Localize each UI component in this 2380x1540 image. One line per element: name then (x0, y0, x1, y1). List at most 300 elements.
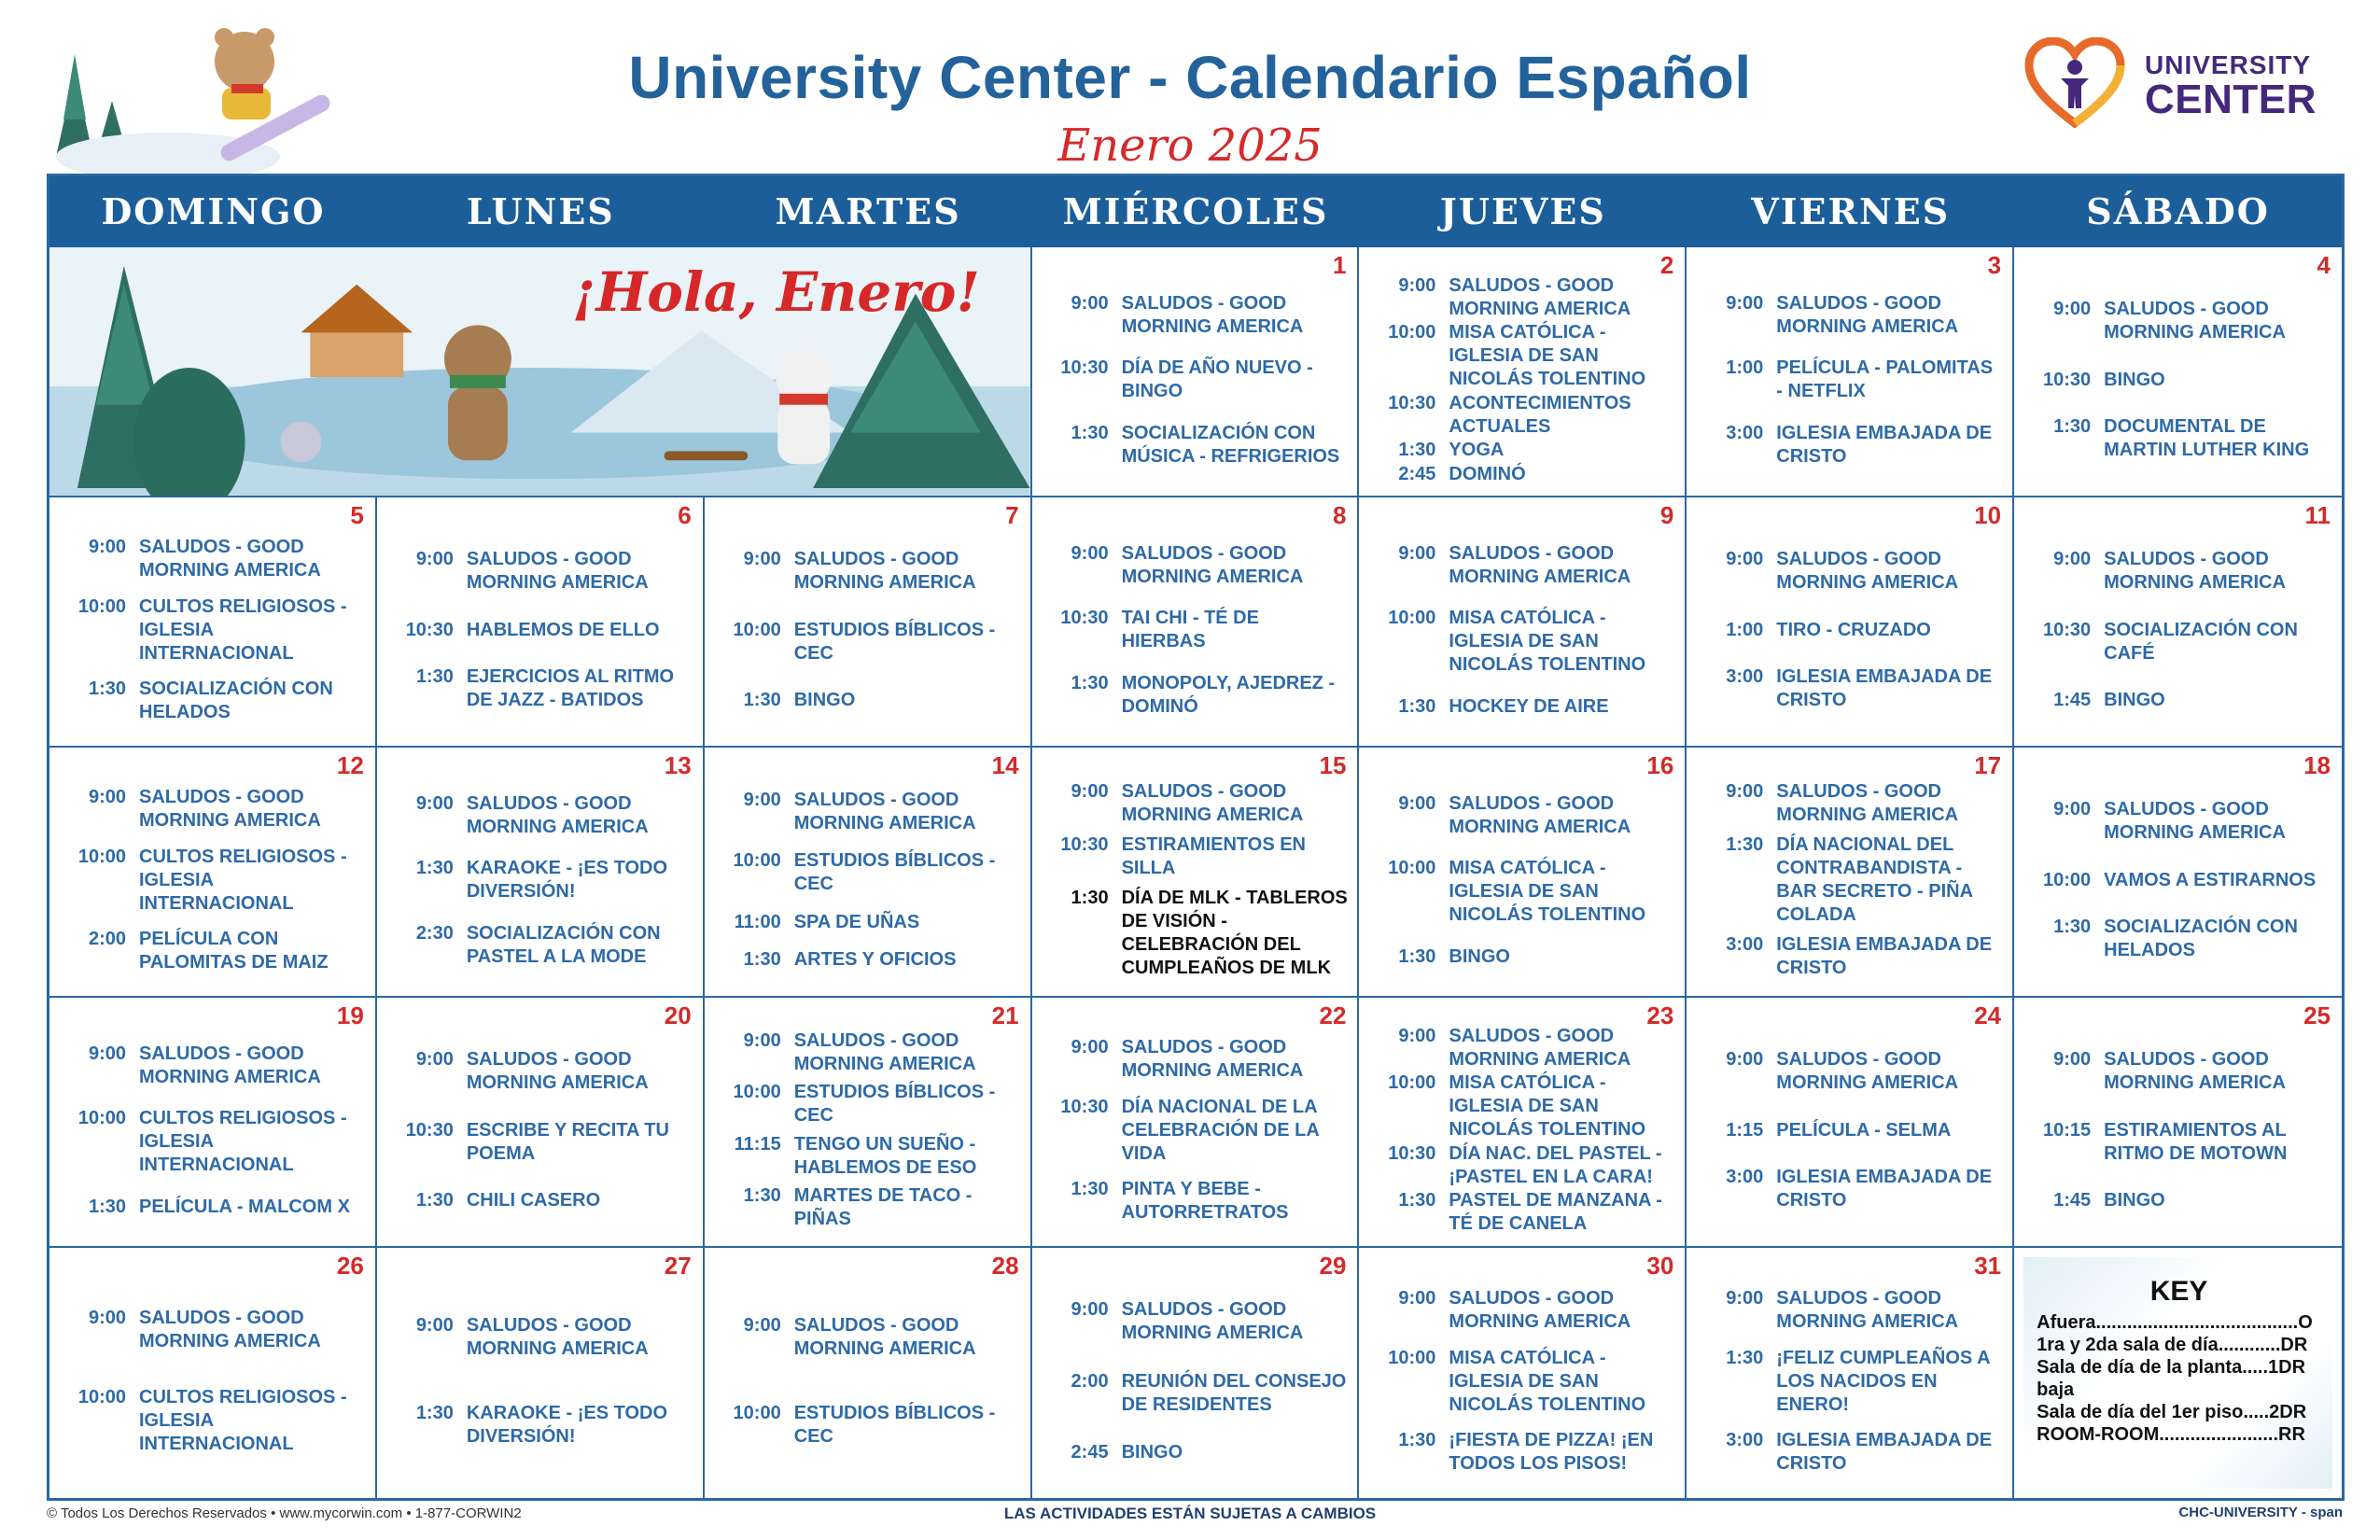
event-item (388, 1048, 693, 1095)
calendar-day-cell (49, 1248, 377, 1498)
event-title: SOCIALIZACIÓN CON CAFÉ (2104, 619, 2298, 664)
event-item (2025, 298, 2332, 344)
event-item (388, 1119, 693, 1166)
event-title: SALUDOS - GOOD MORNING AMERICA (1449, 274, 1631, 319)
event-time: 1:30 (1726, 1347, 1764, 1368)
calendar-day-cell (377, 1248, 705, 1498)
event-title: BINGO (1121, 1441, 1183, 1463)
event-list (1043, 273, 1349, 486)
event-time: 11:00 (734, 911, 781, 932)
event-item (1043, 607, 1349, 653)
logo-text-university: UNIVERSITY (2145, 50, 2312, 79)
event-time: 1:30 (1071, 1178, 1109, 1199)
event-item (1698, 422, 2003, 469)
calendar-day-cell (49, 998, 377, 1248)
event-title: ACONTECIMIENTOS ACTUALES (1449, 392, 1631, 437)
event-title: IGLESIA EMBAJADA DE CRISTO (1776, 666, 1993, 711)
key-entry: baja (2037, 1379, 2075, 1400)
event-time: 9:00 (88, 787, 126, 808)
event-title: SALUDOS - GOOD MORNING AMERICA (1449, 792, 1631, 837)
hola-enero-text: ¡Hola, Enero! (572, 260, 980, 324)
event-item (1043, 357, 1349, 403)
day-number: 21 (991, 1001, 1019, 1029)
day-number: 1 (1332, 251, 1347, 279)
event-item (1370, 392, 1675, 439)
event-item (388, 1402, 693, 1449)
event-item (2025, 1189, 2332, 1212)
event-time: 9:00 (88, 1308, 126, 1328)
event-title: IGLESIA EMBAJADA DE CRISTO (1776, 934, 1993, 978)
event-time: 10:00 (77, 1387, 126, 1407)
event-list (2025, 774, 2332, 987)
event-title: MISA CATÓLICA - IGLESIA DE SAN NICOLÁS TOLENTINO (1449, 322, 1646, 389)
event-item (1370, 857, 1675, 927)
event-item (2025, 619, 2332, 665)
event-time: 1:00 (1726, 357, 1764, 378)
event-list (1698, 273, 2003, 486)
event-time: 3:00 (1726, 1430, 1764, 1451)
event-item (1370, 439, 1675, 462)
event-title: SALUDOS - GOOD MORNING AMERICA (2104, 1048, 2286, 1093)
event-title: ESCRIBE Y RECITA TU POEMA (466, 1119, 669, 1164)
event-list (1370, 524, 1675, 736)
calendar-day-cell (1687, 748, 2014, 998)
event-title: SALUDOS - GOOD MORNING AMERICA (466, 1048, 649, 1093)
event-time: 1:30 (1398, 1190, 1436, 1211)
event-item (1698, 548, 2003, 595)
event-title: SALUDOS - GOOD MORNING AMERICA (466, 792, 649, 837)
event-time: 10:00 (1388, 1072, 1436, 1094)
event-time: 10:30 (405, 1119, 454, 1141)
event-time: 1:30 (88, 678, 126, 699)
event-item (388, 619, 693, 642)
event-title: ESTUDIOS BÍBLICOS - CEC (793, 619, 996, 664)
day-number: 7 (1005, 501, 1019, 529)
calendar-day-cell (377, 748, 705, 998)
event-title: SALUDOS - GOOD MORNING AMERICA (1121, 1299, 1304, 1344)
event-item (1370, 792, 1675, 839)
event-title: SALUDOS - GOOD MORNING AMERICA (466, 1315, 649, 1360)
event-time: 1:30 (1398, 945, 1436, 967)
event-title: TENGO UN SUEÑO - HABLEMOS DE ESO (793, 1133, 977, 1178)
calendar-day-cell (705, 998, 1032, 1248)
event-time: 1:30 (88, 1196, 126, 1217)
event-item (716, 1133, 1021, 1180)
calendar-day-cell (705, 748, 1032, 998)
event-time: 10:30 (2042, 619, 2092, 640)
event-title: PELÍCULA - SELMA (1776, 1119, 1952, 1141)
event-title: SALUDOS - GOOD MORNING AMERICA (1776, 548, 1959, 593)
event-time: 1:30 (415, 1190, 454, 1211)
event-time: 9:00 (415, 1048, 454, 1070)
weekday-saturday: SÁBADO (2086, 190, 2270, 232)
event-title: HOCKEY DE AIRE (1449, 695, 1609, 717)
event-title: CULTOS RELIGIOSOS - IGLESIA INTERNACIONAL (139, 595, 347, 664)
weekday-thursday: JUEVES (1439, 190, 1606, 232)
event-item (61, 786, 366, 833)
event-time: 1:00 (1726, 619, 1764, 640)
event-title: SALUDOS - GOOD MORNING AMERICA (1449, 1287, 1631, 1332)
event-item (1370, 695, 1675, 719)
event-title: BINGO (2104, 690, 2165, 711)
event-item (716, 911, 1021, 934)
event-item (716, 1081, 1021, 1127)
event-item (716, 849, 1021, 896)
event-title: DÍA NACIONAL DEL CONTRABANDISTA - BAR SECRETO - PIÑA COLADA (1776, 834, 1973, 925)
event-time: 1:30 (2053, 416, 2092, 438)
event-item (1370, 1347, 1675, 1417)
event-title: TAI CHI - TÉ DE HIERBAS (1121, 608, 1259, 651)
event-time: 9:00 (88, 1043, 126, 1064)
calendar-day-cell (2014, 748, 2342, 998)
event-item (1043, 1298, 1349, 1345)
event-title: ESTIRAMIENTOS EN SILLA (1121, 834, 1306, 878)
event-title: SALUDOS - GOOD MORNING AMERICA (1449, 542, 1631, 587)
event-item (1043, 542, 1349, 589)
event-list (1698, 1274, 2003, 1489)
event-item (61, 1043, 366, 1089)
day-number: 11 (2304, 501, 2331, 529)
event-item (1043, 1441, 1349, 1464)
event-list (1043, 774, 1349, 987)
event-item (1698, 1429, 2003, 1476)
event-time: 2:30 (415, 922, 454, 944)
weekday-monday: LUNES (466, 190, 615, 232)
event-item (388, 792, 693, 839)
event-item (716, 948, 1021, 972)
calendar-code: CHC-UNIVERSITY - span (2178, 1505, 2343, 1520)
event-time: 9:00 (1726, 781, 1764, 802)
event-title: BINGO (1449, 945, 1510, 967)
day-number: 28 (991, 1252, 1019, 1280)
event-list (716, 1024, 1021, 1237)
calendar-day-cell (1687, 998, 2014, 1248)
event-time: 9:00 (1071, 1037, 1109, 1058)
event-item (716, 1314, 1021, 1361)
event-item (1698, 1287, 2003, 1334)
event-item (1370, 607, 1675, 677)
event-title: SALUDOS - GOOD MORNING AMERICA (2104, 298, 2286, 343)
event-time: 10:30 (1060, 834, 1109, 855)
hola-enero-banner (49, 247, 1032, 497)
event-item (388, 857, 693, 903)
event-item (716, 1029, 1021, 1076)
key-entry: Afuera.......................................O (2037, 1312, 2313, 1333)
event-title: PELÍCULA CON PALOMITAS DE MAIZ (139, 928, 329, 973)
event-time: 9:00 (1398, 542, 1436, 564)
event-title: IGLESIA EMBAJADA DE CRISTO (1776, 422, 1993, 467)
event-time: 10:30 (1060, 357, 1109, 378)
event-list (1043, 524, 1349, 736)
event-list (1370, 1024, 1675, 1237)
event-item (1698, 780, 2003, 827)
event-time: 9:00 (2053, 298, 2092, 319)
event-time: 1:45 (2053, 1190, 2092, 1211)
event-title: BINGO (793, 690, 856, 711)
month-subtitle: Enero 2025 (1057, 119, 1323, 172)
event-item (1698, 1166, 2003, 1212)
event-list (716, 524, 1021, 736)
event-time: 9:00 (415, 792, 454, 814)
event-list (1698, 774, 2003, 987)
event-item (388, 1314, 693, 1361)
day-number: 10 (1974, 501, 2002, 529)
event-title: SALUDOS - GOOD MORNING AMERICA (1121, 292, 1304, 337)
event-item (2025, 798, 2332, 845)
event-list (61, 774, 366, 987)
event-title: DÍA NACIONAL DE LA CELEBRACIÓN DE LA VIDA (1121, 1096, 1320, 1164)
day-number: 4 (2317, 251, 2331, 279)
event-title: SALUDOS - GOOD MORNING AMERICA (2104, 798, 2286, 843)
event-item (61, 595, 366, 665)
event-item (716, 789, 1021, 835)
location-key-cell (2014, 1248, 2342, 1498)
event-time: 9:00 (1071, 292, 1109, 314)
calendar-day-cell (377, 998, 705, 1248)
event-title: ESTUDIOS BÍBLICOS - CEC (793, 1402, 996, 1447)
event-list (2025, 1024, 2332, 1237)
event-list (388, 774, 693, 987)
event-list (388, 1274, 693, 1489)
event-item (1698, 357, 2003, 403)
event-time: 9:00 (1071, 542, 1109, 564)
event-title: MISA CATÓLICA - IGLESIA DE SAN NICOLÁS TOLENTINO (1449, 858, 1646, 925)
location-key (2023, 1257, 2332, 1489)
event-item (1370, 1429, 1675, 1476)
event-time: 9:00 (743, 789, 781, 810)
event-item (2025, 689, 2332, 712)
event-title: SOCIALIZACIÓN CON HELADOS (139, 678, 333, 722)
event-title: CHILI CASERO (466, 1190, 601, 1211)
event-title: SALUDOS - GOOD MORNING AMERICA (139, 1043, 321, 1087)
event-time: 10:00 (77, 595, 126, 617)
event-item (2025, 916, 2332, 962)
event-item (2025, 1119, 2332, 1166)
event-time: 2:45 (1398, 463, 1436, 484)
calendar-day-cell (1032, 247, 1360, 497)
calendar-day-cell (2014, 497, 2342, 748)
event-item (716, 689, 1021, 712)
event-item (2025, 415, 2332, 462)
event-title: SALUDOS - GOOD MORNING AMERICA (793, 548, 976, 593)
day-number: 19 (336, 1001, 364, 1029)
event-time: 9:00 (88, 537, 126, 558)
event-item (1043, 1178, 1349, 1225)
event-title: ¡FELIZ CUMPLEAÑOS A LOS NACIDOS EN ENERO! (1776, 1347, 1990, 1415)
event-time: 1:30 (743, 1185, 781, 1207)
event-title: ¡FIESTA DE PIZZA! ¡EN TODOS LOS PISOS! (1449, 1430, 1654, 1475)
day-number: 16 (1646, 751, 1674, 779)
event-time: 10:30 (405, 619, 454, 640)
event-time: 3:00 (1726, 934, 1764, 955)
event-item (1370, 945, 1675, 969)
day-number: 30 (1646, 1252, 1674, 1280)
event-item (61, 536, 366, 582)
event-item (61, 1107, 366, 1177)
event-title: DÍA NAC. DEL PASTEL - ¡PASTEL EN LA CARA! (1449, 1142, 1662, 1187)
event-time: 10:15 (2042, 1119, 2092, 1141)
event-time: 11:15 (734, 1133, 781, 1155)
event-time: 10:00 (733, 1082, 781, 1103)
day-number: 24 (1974, 1001, 2002, 1029)
event-time: 3:00 (1726, 666, 1764, 688)
event-title: MARTES DE TACO - PIÑAS (793, 1185, 973, 1230)
event-title: REUNIÓN DEL CONSEJO DE RESIDENTES (1121, 1370, 1347, 1415)
calendar-day-cell (1032, 497, 1360, 748)
event-list (1370, 1274, 1675, 1489)
event-list (1043, 1274, 1349, 1489)
event-title: ARTES Y OFICIOS (793, 949, 957, 971)
event-title: PELÍCULA - MALCOM X (139, 1196, 350, 1217)
event-title: SOCIALIZACIÓN CON PASTEL A LA MODE (466, 922, 661, 967)
event-title: DOMINÓ (1449, 463, 1526, 484)
day-number: 22 (1319, 1001, 1347, 1029)
event-time: 10:30 (2042, 369, 2092, 390)
event-time: 1:30 (1398, 695, 1436, 717)
event-item (1698, 1119, 2003, 1142)
event-item (1698, 1048, 2003, 1095)
event-time: 9:00 (1398, 1287, 1436, 1309)
event-list (1370, 273, 1675, 486)
event-time: 1:30 (743, 949, 781, 971)
calendar-day-cell (1359, 1248, 1687, 1498)
event-list (388, 524, 693, 736)
day-number: 27 (664, 1252, 692, 1280)
event-item (1370, 321, 1675, 391)
event-title: IGLESIA EMBAJADA DE CRISTO (1776, 1167, 1993, 1211)
event-time: 9:00 (1398, 792, 1436, 814)
day-number: 9 (1659, 501, 1674, 529)
event-time: 1:30 (415, 666, 454, 688)
event-item (61, 1307, 366, 1353)
event-time: 9:00 (2053, 1048, 2092, 1070)
event-title: MISA CATÓLICA - IGLESIA DE SAN NICOLÁS TOLENTINO (1449, 608, 1646, 675)
day-number: 15 (1319, 751, 1347, 779)
event-item (1698, 933, 2003, 980)
event-time: 10:00 (733, 850, 781, 872)
day-number: 23 (1646, 1001, 1674, 1029)
event-title: SALUDOS - GOOD MORNING AMERICA (139, 1308, 321, 1351)
event-item (716, 1184, 1021, 1231)
event-item (61, 1196, 366, 1219)
event-item (1043, 1096, 1349, 1166)
event-title: SALUDOS - GOOD MORNING AMERICA (139, 537, 321, 581)
event-title: BINGO (2104, 1190, 2165, 1211)
event-title: SOCIALIZACIÓN CON MÚSICA - REFRIGERIOS (1121, 422, 1340, 467)
event-time: 10:00 (77, 1108, 126, 1128)
event-item (1370, 1025, 1675, 1071)
day-number: 17 (1974, 751, 2002, 779)
page-title: University Center - Calendario Español (628, 44, 1752, 111)
event-item (1370, 274, 1675, 321)
weekday-header-row (49, 176, 2342, 247)
event-time: 9:00 (1726, 1287, 1764, 1309)
event-title: SALUDOS - GOOD MORNING AMERICA (793, 789, 976, 833)
day-number: 3 (1987, 251, 2002, 279)
event-title: PINTA Y BEBE - AUTORRETRATOS (1121, 1178, 1289, 1223)
event-title: SALUDOS - GOOD MORNING AMERICA (793, 1029, 976, 1074)
event-title: SALUDOS - GOOD MORNING AMERICA (1776, 781, 1959, 825)
event-title: ESTIRAMIENTOS AL RITMO DE MOTOWN (2104, 1119, 2288, 1164)
day-number: 12 (336, 751, 364, 779)
event-item (2025, 548, 2332, 595)
activities-notice: LAS ACTIVIDADES ESTÁN SUJETAS A CAMBIOS (1003, 1505, 1377, 1522)
key-entry: Sala de día del 1er piso.....2DR (2037, 1402, 2307, 1422)
event-item (61, 846, 366, 916)
calendar-day-cell (1687, 497, 2014, 748)
event-time: 1:30 (1398, 440, 1436, 460)
event-title: SALUDOS - GOOD MORNING AMERICA (1121, 1037, 1304, 1082)
event-title: SALUDOS - GOOD MORNING AMERICA (793, 1315, 976, 1360)
event-title: KARAOKE - ¡ES TODO DIVERSIÓN! (466, 1402, 668, 1447)
calendar-day-cell (1687, 1248, 2014, 1498)
calendar-day-cell (49, 748, 377, 998)
event-title: ESTUDIOS BÍBLICOS - CEC (793, 850, 996, 895)
event-item (388, 548, 693, 595)
event-title: KARAOKE - ¡ES TODO DIVERSIÓN! (466, 858, 668, 902)
event-item (716, 619, 1021, 665)
event-time: 10:00 (733, 1402, 781, 1423)
weekday-sunday: DOMINGO (101, 190, 326, 232)
event-title: DÍA DE AÑO NUEVO - BINGO (1121, 357, 1313, 401)
event-title: SALUDOS - GOOD MORNING AMERICA (466, 548, 649, 593)
day-number: 8 (1332, 501, 1347, 529)
calendar-body (49, 247, 2342, 1498)
event-time: 9:00 (1726, 292, 1764, 314)
event-item (1043, 292, 1349, 339)
event-item (388, 1189, 693, 1212)
day-number: 18 (2303, 751, 2331, 779)
event-time: 10:30 (1060, 1096, 1109, 1117)
calendar-grid (47, 174, 2345, 1501)
logo-text-center: CENTER (2145, 77, 2317, 122)
event-item (1043, 1036, 1349, 1083)
event-item (1043, 833, 1349, 880)
event-title: SALUDOS - GOOD MORNING AMERICA (1121, 781, 1304, 825)
event-list (716, 774, 1021, 987)
event-item (2025, 869, 2332, 892)
event-title: MISA CATÓLICA - IGLESIA DE SAN NICOLÁS TOLENTINO (1449, 1072, 1646, 1141)
calendar-day-cell (1032, 1248, 1360, 1498)
day-number: 2 (1659, 251, 1674, 279)
event-time: 10:00 (1388, 1347, 1436, 1368)
event-time: 3:00 (1726, 422, 1764, 443)
calendar-day-cell (1687, 247, 2014, 497)
event-item (1698, 619, 2003, 642)
event-list (1698, 524, 2003, 736)
event-item (1370, 1071, 1675, 1141)
event-item (1370, 1189, 1675, 1236)
event-time: 9:00 (743, 548, 781, 569)
event-list (61, 1274, 366, 1489)
event-title: SALUDOS - GOOD MORNING AMERICA (1776, 1048, 1959, 1093)
event-time: 10:00 (733, 619, 781, 640)
event-time: 10:30 (1388, 1142, 1436, 1164)
event-list (388, 1024, 693, 1237)
event-time: 1:30 (1071, 888, 1109, 908)
event-item (61, 678, 366, 724)
event-list (1043, 1024, 1349, 1237)
event-time: 9:00 (1726, 1048, 1764, 1070)
event-time: 9:00 (1071, 781, 1109, 802)
event-item (1698, 665, 2003, 712)
event-title: CULTOS RELIGIOSOS - IGLESIA INTERNACIONAL (139, 1387, 347, 1454)
calendar-day-cell (1359, 247, 1687, 497)
event-item (1370, 542, 1675, 589)
event-title: DÍA DE MLK - TABLEROS DE VISIÓN - CELEBRACIÓN DEL CUMPLEAÑOS DE MLK (1121, 888, 1348, 978)
event-item (61, 928, 366, 974)
event-time: 1:15 (1726, 1119, 1764, 1141)
